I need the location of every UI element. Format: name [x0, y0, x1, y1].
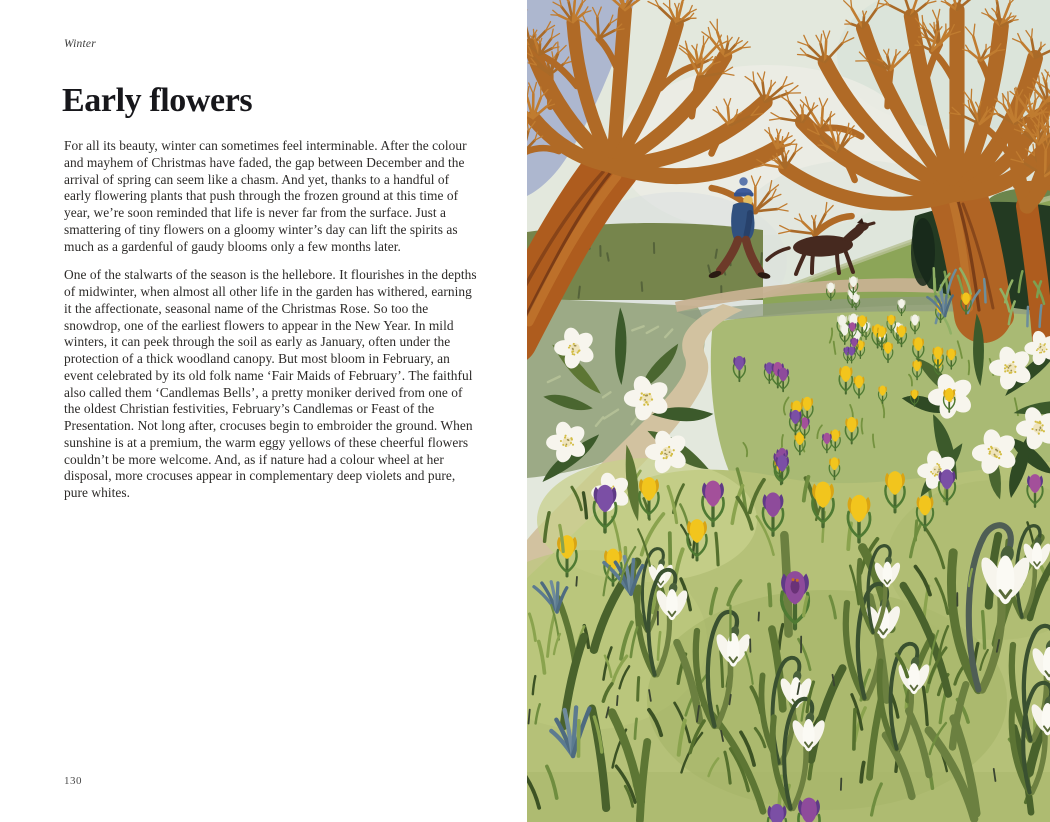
page-number: 130: [64, 775, 82, 787]
body-paragraph: One of the stalwarts of the season is the hellebore. It flourishes in the depths of midwinter, when almost all other life in the garden has withered, earning it the affectionate, seasonal name of the Christmas Rose. So too the snowdrop, one of the earliest flowers to appear in the New Year. In mild winters, it can peek through the soil as early as January, often under the protection of a thick woodland canopy. But most bloom in February, an event celebrated by its old folk name ‘Fair Maids of February’. The faithful also called them ‘Candlemas Bells’, a pretty moniker derived from one of the oldest Christian festivities, February’s Candlemas or Feast of the Presentation. Not long after, crocuses begin to embroider the ground. When sunshine is at a premium, the warm eggy yellows of these cheerful flowers couldn’t be more welcome. And, as if nature had a colour wheel at her disposal, more crocuses appear in complementary deep violets and pure, pure whites.: [64, 267, 477, 500]
illustration-svg: [527, 0, 1050, 822]
section-label: Winter: [64, 38, 96, 50]
illustration-figure: [527, 0, 1050, 822]
body-paragraph: For all its beauty, winter can sometimes feel interminable. After the colour and mayhem of Christmas have faded, the gap between December and the arrival of spring can seem like a chasm. And yet, thanks to a handful of early flowering plants that push through the frozen ground at this time of year, we’re soon reminded that life is never far from the surface. Just a smattering of tiny flowers on a gloomy winter’s day can lift the spirits as much as a gardenful of gaudy blooms only a few months later.: [64, 138, 467, 254]
body-copy: [64, 138, 478, 502]
page-title: Early flowers: [62, 82, 253, 119]
